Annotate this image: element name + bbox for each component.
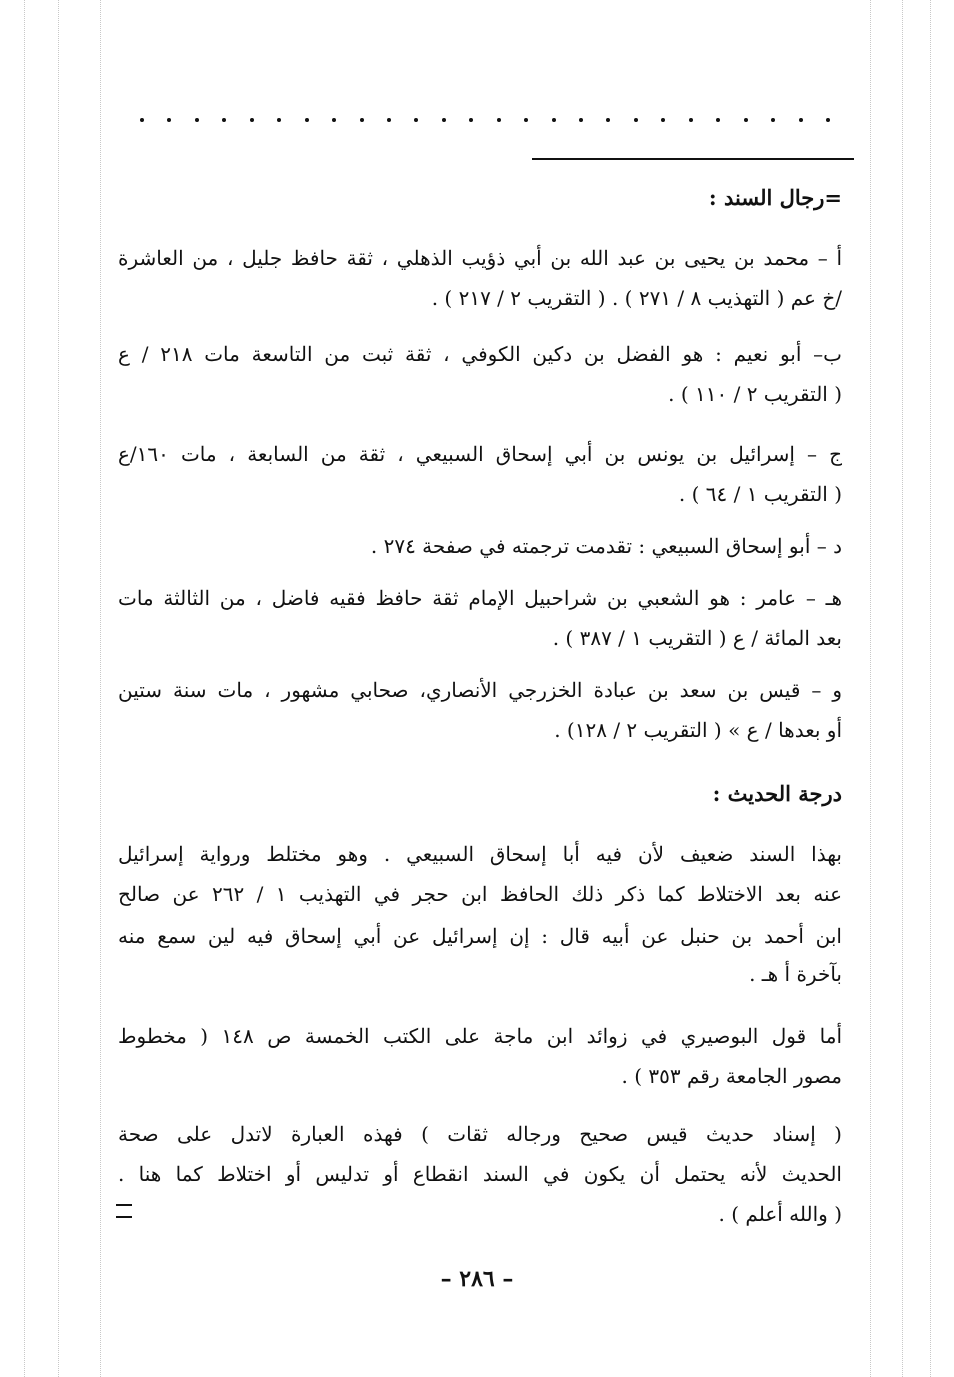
narrator-w-line2: أو بعدها / ع » ( التقريب ٢ / ١٢٨) .: [554, 718, 842, 742]
narrator-b-line1: ب– أبو نعيم : هو الفضل بن دكين الكوفي ، ثقة ثبت من التاسعة مات ٢١٨ / ع: [118, 342, 843, 366]
paragraph-line: الحديث لأنه يحتمل أن يكون في السند انقطاع أو تدليس أو اختلاط كما هنا .: [118, 1162, 842, 1186]
horizontal-rule: [532, 158, 854, 160]
scan-guide-line: [100, 0, 101, 1377]
narrator-h-line1: هـ – عامر : هو الشعبي بن شراحبيل الإمام ثقة حافظ فقيه فاضل ، من الثالثة مات: [118, 586, 842, 610]
scan-guide-line: [24, 0, 25, 1377]
grade-heading: درجة الحديث :: [712, 781, 842, 806]
narrator-a-line1: أ – محمد بن يحيى بن عبد الله بن أبي ذؤيب الذهلي ، ثقة حافظ جليل ، من العاشرة: [118, 246, 842, 270]
paragraph-line: ابن أحمد بن حنبل عن أبيه قال : إن إسرائيل عن أبي إسحاق فيه لين سمع منه: [118, 924, 842, 948]
paragraph-line: بهذا السند ضعيف لأن فيه أبا إسحاق السبيعي . وهو مختلط ورواية إسرائيل: [118, 842, 842, 866]
paragraph-line: عنه بعد الاختلاط كما ذكر ذلك الحافظ ابن حجر في التهذيب ١ / ٢٦٢ عن صالح: [118, 882, 843, 906]
narrators-heading: =رجال السند :: [708, 185, 842, 210]
narrator-w-line1: و – قيس بن سعد بن عبادة الخزرجي الأنصاري، صحابي مشهور ، مات سنة ستين: [118, 678, 842, 702]
paragraph-line: مصور الجامعة رقم ٣٥٣ ) .: [621, 1064, 842, 1088]
scan-guide-line: [930, 0, 931, 1377]
paragraph-line: بآخرة أ هـ .: [749, 962, 842, 986]
narrator-h-line2: بعد المائة / ع ( التقريب ١ / ٣٨٧ ) .: [552, 626, 842, 650]
narrator-j-line1: ج – إسرائيل بن يونس بن أبي إسحاق السبيعي ، ثقة من السابعة ، مات ١٦٠/ع: [118, 442, 842, 466]
paragraph-line: ( والله أعلم ) .: [718, 1202, 842, 1226]
narrator-j-line2: ( التقريب ١ / ٦٤ ) .: [678, 482, 842, 506]
narrator-d-line1: د – أبو إسحاق السبيعي : تقدمت ترجمته في صفحة ٢٧٤ .: [370, 534, 842, 558]
dotted-separator: [140, 118, 830, 122]
narrator-a-line2: /خ عم ( التهذيب ٨ / ٢٧١ ) . ( التقريب ٢ / ٢١٧ ) .: [431, 286, 842, 310]
page-number: – ٢٨٦ –: [440, 1266, 514, 1292]
scan-guide-line: [870, 0, 871, 1377]
continuation-mark: [116, 1204, 132, 1218]
paragraph-line: أما قول البوصيري في زوائد ابن ماجة على الكتب الخمسة ص ١٤٨ ( مخطوط: [118, 1024, 843, 1048]
paragraph-line: ( إسناد حديث قيس صحيح ورجاله ثقات ) فهذه العبارة لاتدل على صحة: [118, 1122, 842, 1146]
scan-guide-line: [902, 0, 903, 1377]
narrator-b-line2: ( التقريب ٢ / ١١٠ ) .: [668, 382, 842, 406]
scan-guide-line: [58, 0, 59, 1377]
